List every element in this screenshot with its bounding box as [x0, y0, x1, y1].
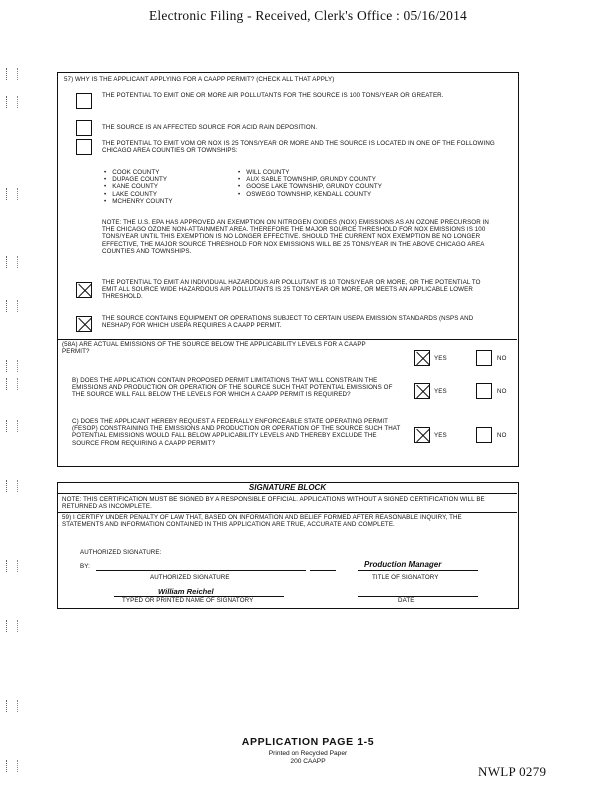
check-x-icon [415, 384, 431, 400]
form-number: 200 CAAPP [290, 758, 326, 765]
check-x-icon [77, 317, 93, 333]
signature-block [57, 482, 519, 609]
option-acid-rain: THE SOURCE IS AN AFFECTED SOURCE FOR ACID RAIN DEPOSITION. [102, 124, 318, 131]
bates-stamp: NWLP 0279 [478, 764, 547, 779]
authorized-signature-label: AUTHORIZED SIGNATURE: [80, 549, 162, 556]
option-hazardous-pollutant: THE POTENTIAL TO EMIT AN INDIVIDUAL HAZARDOUS AIR POLLUTANT IS 10 TONS/YEAR OR MORE, OR THE POTENTIAL TO EMIT ALL SOURCE WIDE HAZARDOUS AIR POLLUTANTS IS 25 TONS/YEAR OR MORE, OR MEETS AN APPLICABLE LOWER THRESHOLD. [102, 279, 481, 301]
label-yes: YES [434, 432, 447, 439]
county-item: • OSWEGO TOWNSHIP, KENDALL COUNTY [238, 191, 468, 198]
option-100-tons: THE POTENTIAL TO EMIT ONE OR MORE AIR POLLUTANTS FOR THE SOURCE IS 100 TONS/YEAR OR GREATER. [102, 92, 444, 99]
date-line-segment [310, 570, 336, 571]
county-item: • LAKE COUNTY [104, 191, 244, 198]
question-58b: B) DOES THE APPLICATION CONTAIN PROPOSED PERMIT LIMITATIONS THAT WILL CONSTRAIN THE EMISSIONS AND PRODUCTION OR OPERATION OF THE SOURCE SUCH THAT POTENTIAL EMISSIONS OF THE SOURCE WILL FALL BELOW THE LEVELS FOR WHICH A CAAPP PERMIT IS REQUIRED? [72, 377, 393, 399]
checkbox-58c-yes[interactable] [414, 427, 430, 443]
signatory-title-value: Production Manager [364, 560, 442, 569]
scan-margin-marks [6, 60, 20, 800]
label-no: NO [497, 355, 507, 362]
check-x-icon [77, 283, 93, 299]
checkbox-58a-yes[interactable] [414, 350, 430, 366]
check-x-icon [415, 428, 431, 444]
checkbox-acid-rain[interactable] [76, 120, 92, 136]
label-yes: YES [434, 388, 447, 395]
recycled-paper-note: Printed on Recycled Paper [268, 750, 348, 757]
date-line[interactable] [358, 596, 478, 597]
checkbox-chicago-area[interactable] [76, 139, 92, 155]
county-item: • MCHENRY COUNTY [104, 198, 244, 205]
checkbox-100-tons[interactable] [76, 93, 92, 109]
nox-exemption-note: NOTE: THE U.S. EPA HAS APPROVED AN EXEMPTION ON NITROGEN OXIDES (NOX) EMISSIONS AS AN OZONE PRECURSOR IN THE CHICAGO OZONE NON-ATTAINMENT AREA. THEREFORE THE MAJOR SOURCE THRESHOLD FOR NOX EMISSIONS IS 100 TONS/YEAR UNTIL THIS EXEMPTION IS NO LONGER EFFECTIVE. SHOULD THE CURRENT NOX EXEMPTION BE NO LONGER EFFECTIVE, THE MAJOR SOURCE THRESHOLD FOR NOX EMISSIONS WILL BE 25 TONS/YEAR IN THE ABOVE CHICAGO AREA COUNTIES AND TOWNSHIPS. [102, 219, 489, 255]
option-nsps-neshap: THE SOURCE CONTAINS EQUIPMENT OR OPERATIONS SUBJECT TO CERTAIN USEPA EMISSION STANDARDS (NSPS AND NESHAP) FOR WHICH USEPA REQUIRES A CAAPP PERMIT. [102, 315, 474, 330]
signature-line[interactable] [96, 570, 306, 571]
note-divider [58, 512, 517, 513]
by-label: BY: [80, 563, 90, 570]
checkbox-hazardous-pollutant[interactable] [76, 282, 92, 298]
checkbox-nsps-neshap[interactable] [76, 316, 92, 332]
label-yes: YES [434, 355, 447, 362]
county-item: • KANE COUNTY [104, 183, 244, 190]
county-item: • WILL COUNTY [238, 169, 468, 176]
option-chicago-area: THE POTENTIAL TO EMIT VOM OR NOX IS 25 TONS/YEAR OR MORE AND THE SOURCE IS LOCATED IN ONE OF THE FOLLOWING CHICAGO AREA COUNTIES OR TOWNSHIPS: [102, 140, 495, 155]
filing-header: Electronic Filing - Received, Clerk's Office : 05/16/2014 [148, 8, 467, 23]
signature-block-title: SIGNATURE BLOCK [58, 483, 517, 494]
county-list-left [104, 169, 244, 205]
question-58c: C) DOES THE APPLICANT HEREBY REQUEST A FEDERALLY ENFORCEABLE STATE OPERATING PERMIT (FESOP) CONSTRAINING THE EMISSIONS AND PRODUCTION OR OPERATION OF THE SOURCE SUCH THAT POTENTIAL EMISSIONS WOULD FALL BELOW APPLICABILITY LEVELS AND THEREBY EXCLUDE THE SOURCE FROM REQUIRING A CAAPP PERMIT? [72, 418, 401, 447]
check-x-icon [415, 351, 431, 367]
county-item: • AUX SABLE TOWNSHIP, GRUNDY COUNTY [238, 176, 468, 183]
checkbox-58b-yes[interactable] [414, 383, 430, 399]
applicability-section [57, 72, 519, 467]
label-no: NO [497, 432, 507, 439]
county-item: • COOK COUNTY [104, 169, 244, 176]
title-caption: TITLE OF SIGNATORY [372, 574, 439, 581]
section-divider [58, 339, 517, 340]
question-57: 57) WHY IS THE APPLICANT APPLYING FOR A CAAPP PERMIT? (CHECK ALL THAT APPLY) [64, 76, 335, 83]
county-item: • GOOSE LAKE TOWNSHIP, GRUNDY COUNTY [238, 183, 468, 190]
checkbox-58b-no[interactable] [476, 383, 492, 399]
signature-note: NOTE: THIS CERTIFICATION MUST BE SIGNED BY A RESPONSIBLE OFFICIAL. APPLICATIONS WITHOUT A SIGNED CERTIFICATION WILL BE RETURNED AS INCOMPLETE. [62, 496, 485, 511]
certification-statement: 59) I CERTIFY UNDER PENALTY OF LAW THAT, BASED ON INFORMATION AND BELIEF FORMED AFTER REASONABLE INQUIRY, THE STATEMENTS AND INFORMATION CONTAINED IN THIS APPLICATION ARE TRUE, ACCURATE AND COMPLETE. [62, 514, 462, 529]
county-item: • DUPAGE COUNTY [104, 176, 244, 183]
name-caption: TYPED OR PRINTED NAME OF SIGNATORY [122, 597, 254, 604]
county-list-right [238, 169, 468, 198]
question-58a: (58A) ARE ACTUAL EMISSIONS OF THE SOURCE BELOW THE APPLICABILITY LEVELS FOR A CAAPP PERMIT? [62, 341, 366, 356]
authorized-signature-caption: AUTHORIZED SIGNATURE [150, 574, 230, 581]
label-no: NO [497, 388, 507, 395]
checkbox-58a-no[interactable] [476, 350, 492, 366]
title-line [358, 570, 478, 571]
date-caption: DATE [398, 597, 415, 604]
checkbox-58c-no[interactable] [476, 427, 492, 443]
signatory-name-value: William Reichel [158, 587, 214, 596]
application-page-title: APPLICATION PAGE 1-5 [241, 736, 375, 748]
